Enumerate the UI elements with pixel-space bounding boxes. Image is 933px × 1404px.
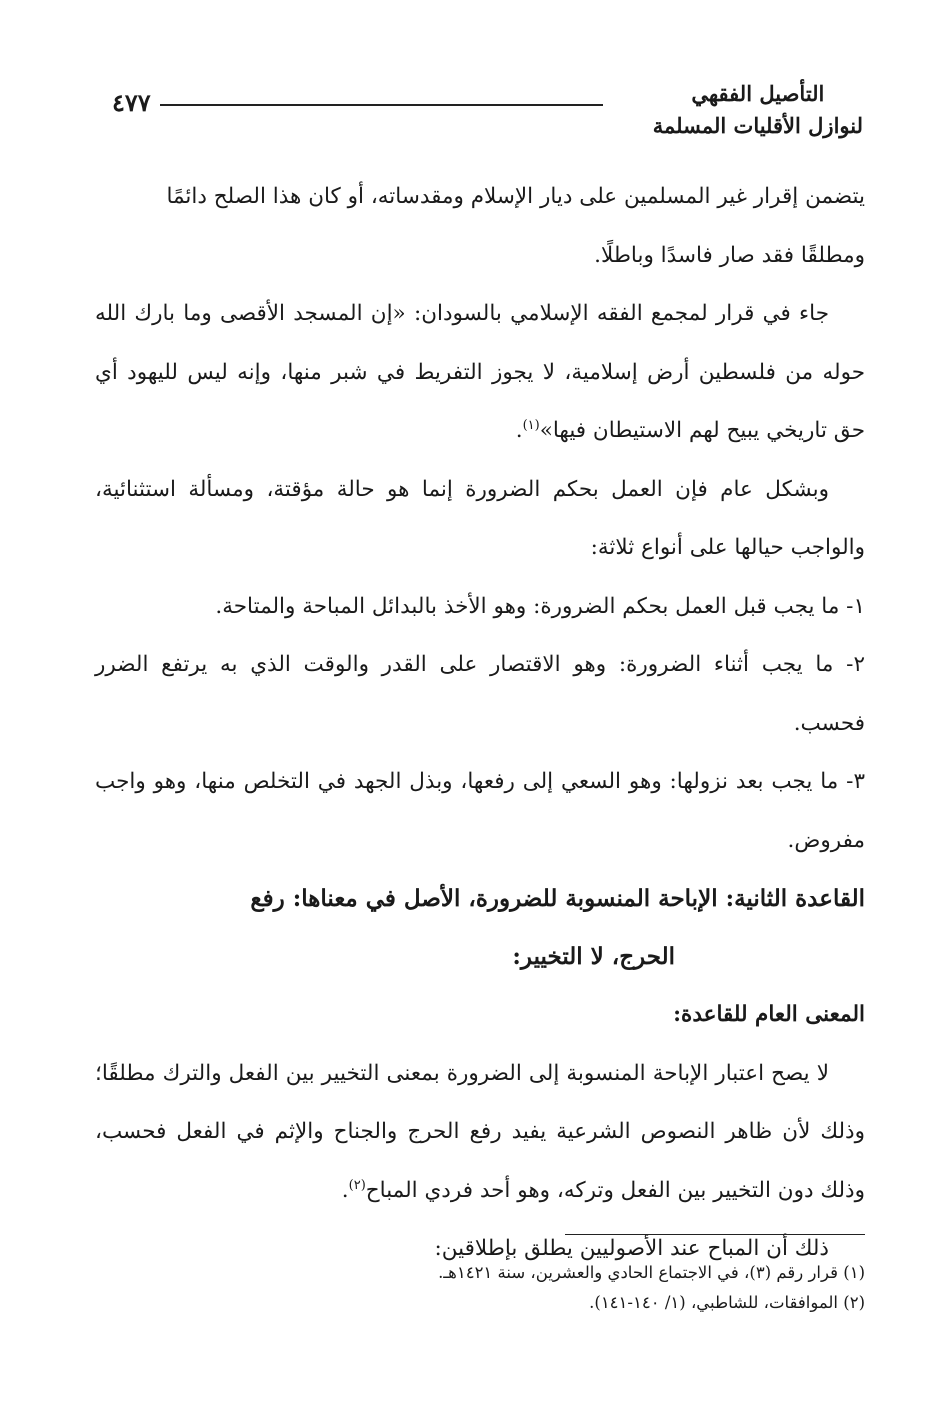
paragraph-4-end: . (341, 1177, 349, 1203)
list-item-2: ٢- ما يجب أثناء الضرورة: وهو الاقتصار على القدر والوقت الذي به يرتفع الضرر فحسب. (95, 652, 865, 736)
section-heading-line1: القاعدة الثانية: الإباحة المنسوبة للضرورة، الأصل في معناها: رفع (250, 885, 865, 912)
section-heading-line2: الحرج، لا التخيير: (512, 943, 675, 970)
footnote-divider (565, 1234, 865, 1235)
paragraph-2 (95, 285, 865, 461)
header-divider (160, 104, 603, 106)
list-item-1: ١- ما يجب قبل العمل بحكم الضرورة: وهو الأخذ بالبدائل المباحة والمتاحة. (215, 593, 865, 619)
paragraph-3: وبشكل عام فإن العمل بحكم الضرورة إنما هو حالة مؤقتة، ومسألة استثنائية، والواجب حيالها على أنواع ثلاثة: (95, 476, 865, 560)
footnotes (95, 1258, 865, 1318)
paragraph-2-end: . (515, 418, 523, 443)
running-header (100, 78, 863, 148)
book-title-line2: لنوازل الأقليات المسلمة (652, 113, 863, 138)
paragraph-4-text: لا يصح اعتبار الإباحة المنسوبة إلى الضرورة بمعنى التخيير بين الفعل والترك مطلقًا؛ وذلك لأن ظاهر النصوص الشرعية يفيد رفع الحرج والجناح والإثم في الفعل فحسب، وذلك دون التخيير بين الفعل وتركه، وهو أحد فردي المباح (95, 1060, 865, 1203)
footnote-1: (١) قرار رقم (٣)، في الاجتماع الحادي والعشرين، سنة ١٤٢١هـ. (438, 1263, 865, 1282)
page-number: ٤٧٧ (112, 88, 151, 117)
subheading: المعنى العام للقاعدة: (673, 1002, 865, 1027)
footnote-2: (٢) الموافقات، للشاطبي، (١/ ١٤٠-١٤١). (589, 1293, 865, 1312)
paragraph-1 (95, 168, 865, 285)
page-body (95, 168, 865, 1279)
section-heading (95, 870, 865, 986)
paragraph-4 (95, 1045, 865, 1221)
book-title-line1: التأصيل الفقهي (691, 81, 825, 106)
list-item-3: ٣- ما يجب بعد نزولها: وهو السعي إلى رفعها، وبذل الجهد في التخلص منها، وهو واجب مفروض. (95, 769, 865, 853)
book-title (653, 78, 863, 142)
paragraph-1-line2: ومطلقًا فقد صار فاسدًا وباطلًا. (594, 242, 865, 268)
paragraph-2-text: جاء في قرار لمجمع الفقه الإسلامي بالسودان: «إن المسجد الأقصى وما بارك الله حوله من فلسطين أرض إسلامية، لا يجوز التفريط في شبر منها، وإنه ليس لليهود أي حق تاريخي يبيح لهم الاستيطان فيها» (95, 301, 865, 443)
footnote-ref-2: (٢) (348, 1177, 366, 1193)
paragraph-1-line1: يتضمن إقرار غير المسلمين على ديار الإسلام ومقدساته، أو كان هذا الصلح دائمًا (166, 184, 865, 209)
footnote-ref-1: (١) (522, 417, 540, 433)
paragraph-5: ذلك أن المباح عند الأصوليين يطلق بإطلاقين: (434, 1236, 829, 1261)
